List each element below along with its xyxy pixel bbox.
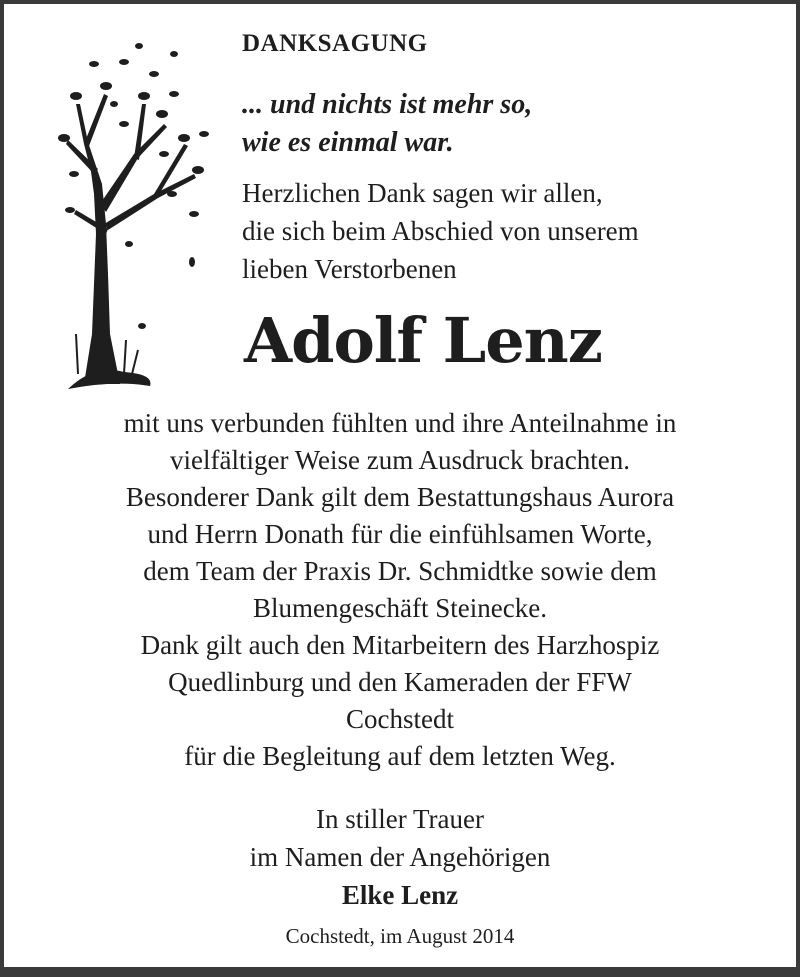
intro-line: Herzlichen Dank sagen wir allen, [242,178,603,208]
body-line: für die Begleitung auf dem letzten Weg. [184,741,616,771]
body-line: Besonderer Dank gilt dem Bestattungshaus Aurora [125,482,675,512]
body-line: Blumengeschäft Steinecke. [253,593,547,623]
notice-heading: DANKSAGUNG [242,30,428,57]
thanks-body [0,405,800,775]
signer-name: Elke Lenz [341,880,459,910]
body-line: und Herrn Donath für die einfühlsamen Worte, [147,519,653,549]
closing-line: im Namen der Angehörigen [249,842,551,872]
deceased-name: Adolf Lenz [244,304,602,377]
body-line: Quedlinburg und den Kameraden der FFW [168,667,632,697]
closing [0,800,800,914]
body-line: Dank gilt auch den Mitarbeitern des Harzhospiz [140,630,660,660]
body-line: mit uns verbunden fühlten und ihre Anteilnahme in [123,408,677,438]
quote-line: ... und nichts ist mehr so, [242,89,533,120]
quote [242,86,532,162]
body-line: Cochstedt [346,704,454,734]
body-line: vielfältiger Weise zum Ausdruck brachten. [170,445,630,475]
intro-line: die sich beim Abschied von unserem [242,216,639,246]
tree-icon [54,34,224,394]
body-line: dem Team der Praxis Dr. Schmidtke sowie dem [143,556,657,586]
place-date: Cochstedt, im August 2014 [285,924,515,948]
quote-line: wie es einmal war. [242,127,454,158]
intro-text [242,174,639,288]
intro-line: lieben Verstorbenen [242,254,457,284]
closing-line: In stiller Trauer [316,804,484,834]
